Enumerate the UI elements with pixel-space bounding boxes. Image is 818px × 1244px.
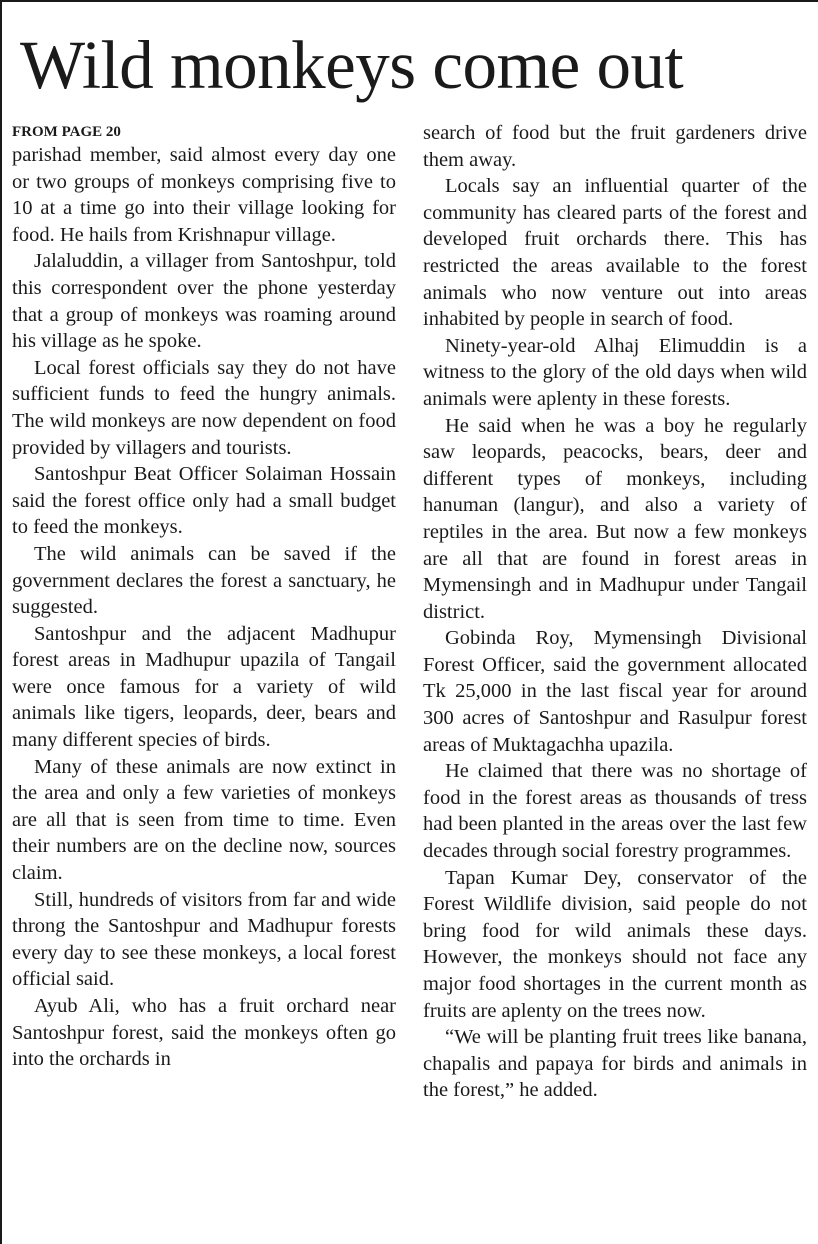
paragraph: He claimed that there was no shortage of food in the forest areas as thousands of tress had been planted in the areas over the last few decades through social forestry programmes. <box>423 760 807 863</box>
paragraph: Many of these animals are now extinct in the area and only a few varieties of monkeys are all that is seen from time to time. Even their numbers are on the decline now, sources claim. <box>12 755 396 885</box>
paragraph: Santoshpur Beat Officer Solaiman Hossain said the forest office only had a small budget to feed the monkeys. <box>12 463 396 539</box>
headline: Wild monkeys come out <box>20 27 684 103</box>
paragraph: Tapan Kumar Dey, conservator of the Forest Wildlife division, said people do not bring food for wild animals these days. However, the monkeys should not face any major food shortages in the current month as fruits are aplenty on the trees now. <box>423 866 807 1022</box>
top-rule <box>0 0 818 2</box>
paragraph: Local forest officials say they do not have sufficient funds to feed the hungry animals. The wild monkeys are now dependent on food provided by villagers and tourists. <box>12 356 396 459</box>
paragraph: “We will be planting fruit trees like banana, chapalis and papaya for birds and animals in the forest,” he added. <box>423 1026 807 1102</box>
paragraph: Jalaluddin, a villager from Santoshpur, told this correspondent over the phone yesterday that a group of monkeys was roaming around his village as he spoke. <box>12 250 396 353</box>
paragraph: Santoshpur and the adjacent Madhupur forest areas in Madhupur upazila of Tangail were once famous for a variety of wild animals like tigers, leopards, deer, bears and many different species of birds. <box>12 622 396 752</box>
paragraph: Ayub Ali, who has a fruit orchard near Santoshpur forest, said the monkeys often go into the orchards in <box>12 995 396 1071</box>
paragraph: Still, hundreds of visitors from far and wide throng the Santoshpur and Madhupur forests every day to see these monkeys, a local forest official said. <box>12 888 396 991</box>
column-right <box>423 120 807 1244</box>
paragraph: He said when he was a boy he regularly saw leopards, peacocks, bears, deer and different types of monkeys, including hanuman (langur), and also a variety of reptiles in the area. But now a few monkeys are all that are found in forest areas in Mymensingh and in Madhupur under Tangail district. <box>423 414 807 623</box>
column-left <box>12 122 396 1244</box>
paragraph: The wild animals can be saved if the government declares the forest a sanctuary, he suggested. <box>12 542 396 619</box>
jump-label: FROM PAGE 20 <box>12 124 121 140</box>
paragraph: parishad member, said almost every day one or two groups of monkeys comprising five to 10 at a time go into their village looking for food. He hails from Krishnapur village. <box>12 144 396 246</box>
paragraph: Gobinda Roy, Mymensingh Divisional Forest Officer, said the government allocated Tk 25,000 in the last fiscal year for around 300 acres of Santoshpur and Rasulpur forest areas of Muktagachha upazila. <box>423 627 807 756</box>
paragraph: Ninety-year-old Alhaj Elimuddin is a witness to the glory of the old days when wild animals were aplenty in these forests. <box>423 334 807 410</box>
left-rule <box>0 0 2 1244</box>
paragraph: Locals say an influential quarter of the community has cleared parts of the forest and developed fruit orchards there. This has restricted the areas available to the forest animals who now venture out into areas inhabited by people in search of food. <box>423 175 807 331</box>
paragraph: search of food but the fruit gardeners drive them away. <box>423 122 807 171</box>
